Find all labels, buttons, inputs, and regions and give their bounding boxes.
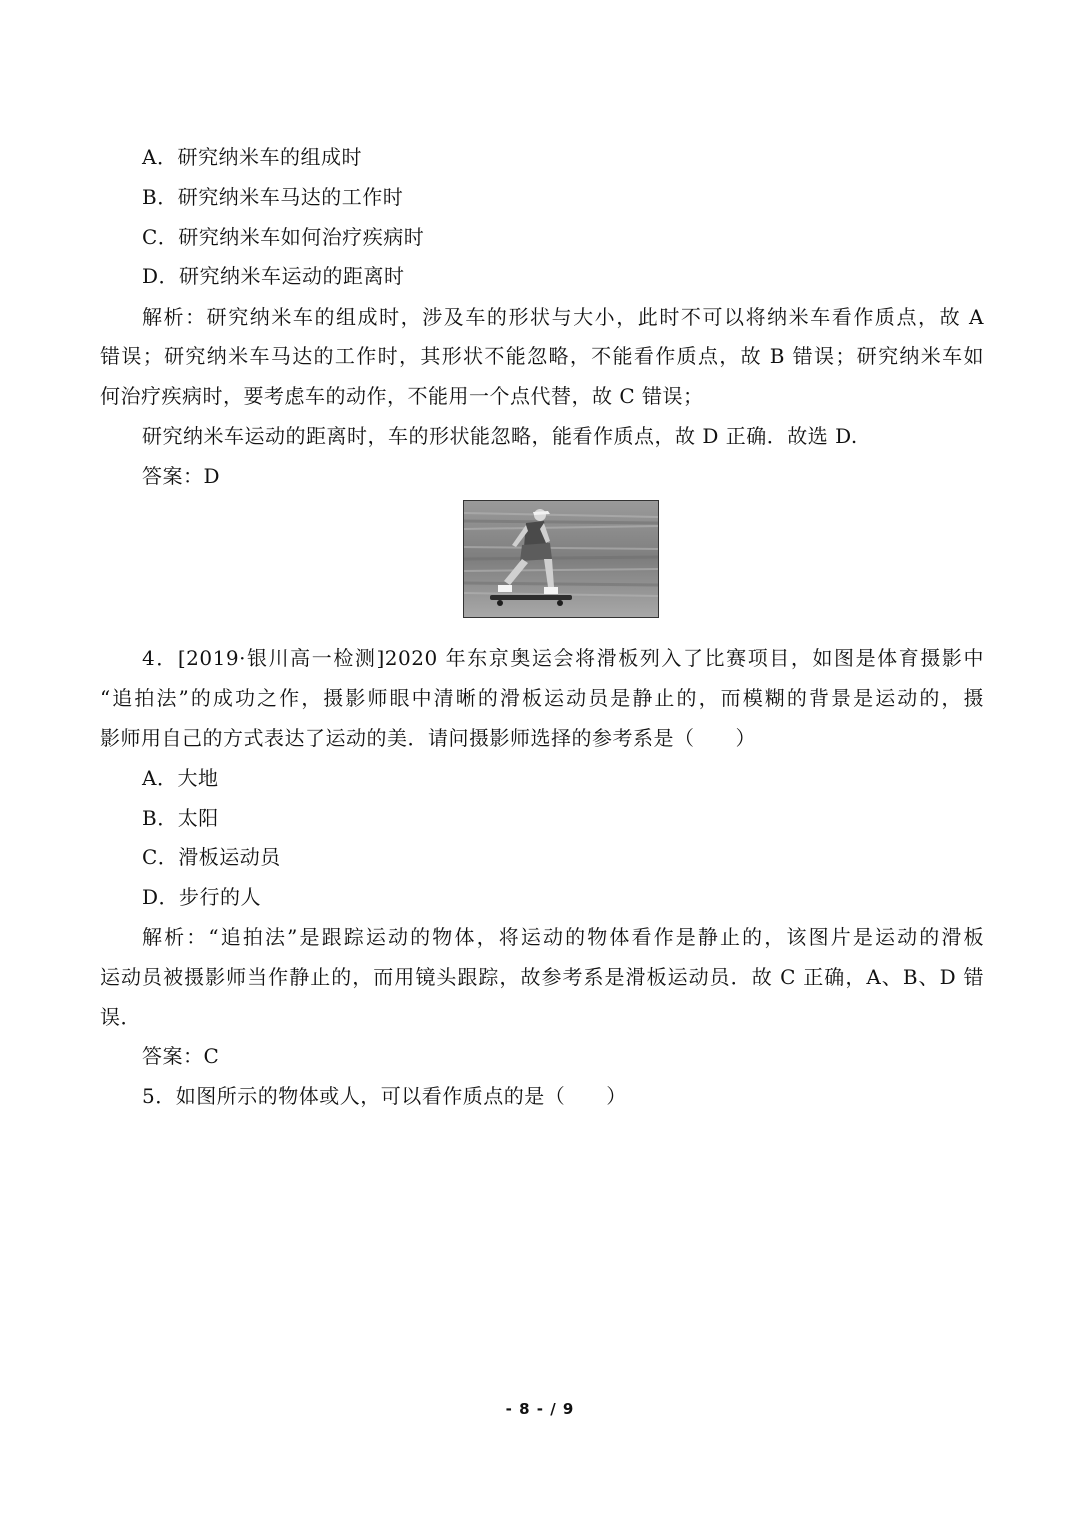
q3-answer: 答案：D bbox=[142, 464, 221, 488]
q4-stem-line-3: 影师用自己的方式表达了运动的美．请问摄影师选择的参考系是（ ） bbox=[100, 726, 756, 750]
q4-analysis-line-2: 运动员被摄影师当作静止的，而用镜头跟踪，故参考系是滑板运动员．故 C 正确，A、B、D 错 bbox=[100, 965, 984, 989]
q4-answer: 答案：C bbox=[142, 1044, 220, 1068]
q5-stem: 5．如图所示的物体或人，可以看作质点的是（ ） bbox=[142, 1084, 627, 1108]
page-number: - 8 - / 9 bbox=[505, 1400, 575, 1418]
q3-option-b: B．研究纳米车马达的工作时 bbox=[142, 185, 404, 209]
q4-stem-line-2: “追拍法”的成功之作，摄影师眼中清晰的滑板运动员是静止的，而模糊的背景是运动的，摄 bbox=[100, 686, 984, 710]
q4-option-c: C．滑板运动员 bbox=[142, 845, 281, 869]
q3-analysis-line-3: 何治疗疾病时，要考虑车的动作，不能用一个点代替，故 C 错误； bbox=[100, 384, 704, 408]
q4-option-a: A．大地 bbox=[142, 766, 219, 790]
q3-option-c: C．研究纳米车如何治疗疾病时 bbox=[142, 225, 425, 249]
q4-option-b: B．太阳 bbox=[142, 806, 219, 830]
q3-analysis-line-1: 解析：研究纳米车的组成时，涉及车的形状与大小，此时不可以将纳米车看作质点，故 A bbox=[142, 305, 984, 329]
q4-analysis-line-1: 解析：“追拍法”是跟踪运动的物体，将运动的物体看作是静止的，该图片是运动的滑板 bbox=[142, 925, 984, 949]
q4-analysis-line-3: 误． bbox=[100, 1005, 141, 1029]
q4-option-d: D．步行的人 bbox=[142, 885, 262, 909]
q3-analysis-line-2: 错误；研究纳米车马达的工作时，其形状不能忽略，不能看作质点，故 B 错误；研究纳米车如 bbox=[100, 344, 984, 368]
q3-option-d: D．研究纳米车运动的距离时 bbox=[142, 264, 405, 288]
q4-stem-line-1: 4．[2019·银川高一检测]2020 年东京奥运会将滑板列入了比赛项目，如图是体育摄影中 bbox=[142, 646, 984, 670]
skateboarder-photo bbox=[463, 500, 659, 618]
q3-analysis-line-4: 研究纳米车运动的距离时，车的形状能忽略，能看作质点，故 D 正确．故选 D. bbox=[142, 424, 858, 448]
q3-option-a: A．研究纳米车的组成时 bbox=[142, 145, 362, 169]
